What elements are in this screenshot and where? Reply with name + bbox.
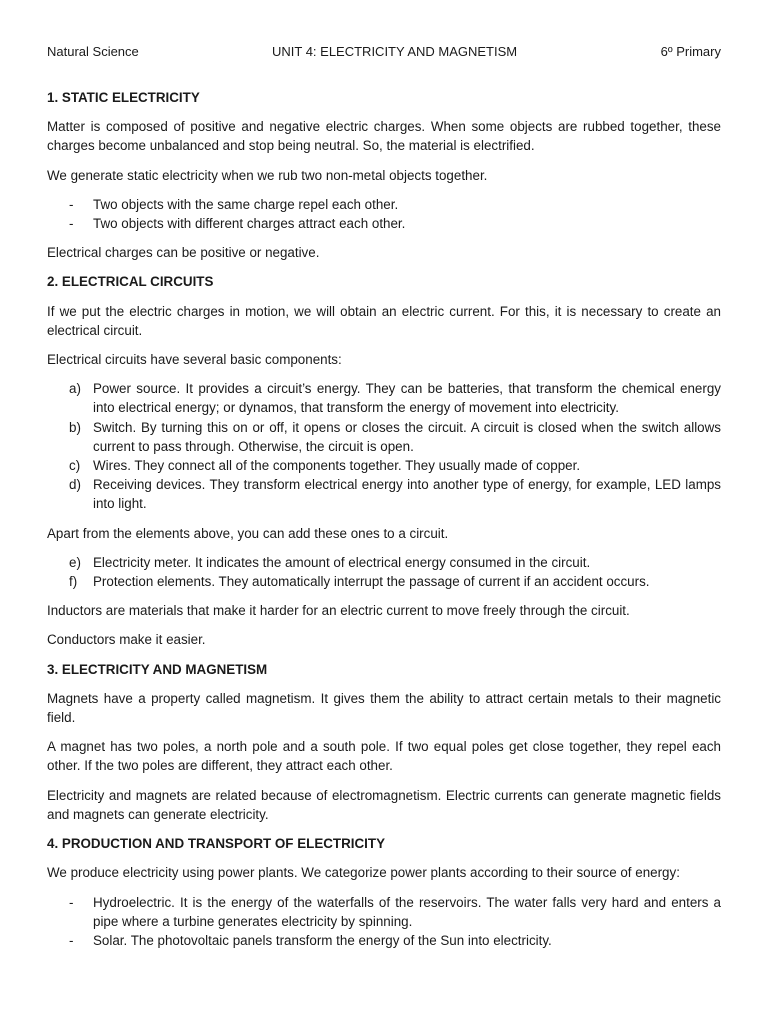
header-subject: Natural Science bbox=[47, 44, 139, 59]
bullet-list bbox=[47, 195, 721, 233]
list-marker: e) bbox=[69, 554, 81, 570]
list-item bbox=[47, 893, 721, 931]
section-heading: 4. PRODUCTION AND TRANSPORT OF ELECTRICITY bbox=[47, 836, 385, 852]
lettered-list bbox=[47, 553, 721, 591]
paragraph: Magnets have a property called magnetism. It gives them the ability to attract certain metals to their magnetic field. bbox=[47, 690, 721, 726]
list-marker: d) bbox=[69, 477, 81, 493]
list-marker: f) bbox=[69, 574, 78, 590]
bullet-marker: - bbox=[69, 196, 74, 212]
paragraph: Matter is composed of positive and negative electric charges. When some objects are rubbed together, these charges become unbalanced and stop being neutral. So, the material is electrified. bbox=[47, 119, 721, 154]
paragraph: We produce electricity using power plants. We categorize power plants according to their source of energy: bbox=[47, 865, 680, 881]
lettered-list bbox=[47, 379, 721, 513]
list-item bbox=[47, 379, 721, 417]
paragraph: Electrical circuits have several basic components: bbox=[47, 352, 342, 368]
list-item bbox=[47, 553, 721, 572]
paragraph: We generate static electricity when we rub two non-metal objects together. bbox=[47, 167, 488, 183]
section-heading: 2. ELECTRICAL CIRCUITS bbox=[47, 274, 214, 290]
list-item bbox=[47, 572, 721, 591]
list-item-text: Electricity meter. It indicates the amount of electrical energy consumed in the circuit. bbox=[93, 554, 591, 570]
paragraph: Electricity and magnets are related because of electromagnetism. Electric currents can generate magnetic fields and magnets can generate electricity. bbox=[47, 787, 721, 822]
list-item-text: Wires. They connect all of the components together. They usually made of copper. bbox=[93, 458, 581, 474]
paragraph: Electrical charges can be positive or negative. bbox=[47, 245, 320, 261]
paragraph: Conductors make it easier. bbox=[47, 632, 206, 648]
paragraph: Inductors are materials that make it harder for an electric current to move freely through the circuit. bbox=[47, 603, 630, 619]
paragraph: Apart from the elements above, you can add these ones to a circuit. bbox=[47, 525, 449, 541]
list-marker: b) bbox=[69, 419, 81, 435]
list-marker: c) bbox=[69, 458, 81, 474]
bullet-marker: - bbox=[69, 894, 74, 910]
section-heading: 3. ELECTRICITY AND MAGNETISM bbox=[47, 661, 268, 677]
list-item-text: Two objects with the same charge repel each other. bbox=[93, 196, 399, 212]
list-item bbox=[47, 214, 721, 233]
list-item-text: Protection elements. They automatically interrupt the passage of current if an accident occurs. bbox=[93, 574, 650, 590]
list-item-text: Receiving devices. They transform electrical energy into another type of energy, for example, LED lamps into light. bbox=[93, 477, 721, 512]
section-heading: 1. STATIC ELECTRICITY bbox=[47, 90, 200, 105]
list-item bbox=[47, 418, 721, 456]
bullet-marker: - bbox=[69, 932, 74, 948]
list-marker: a) bbox=[69, 381, 81, 397]
paragraph: If we put the electric charges in motion, we will obtain an electric current. For this, it is necessary to create an electrical circuit. bbox=[47, 303, 721, 338]
header-unit-title: UNIT 4: ELECTRICITY AND MAGNETISM bbox=[272, 44, 518, 59]
page-header bbox=[47, 42, 721, 60]
list-item-text: Hydroelectric. It is the energy of the waterfalls of the reservoirs. The water falls very hard and enters a pipe where a turbine generates electricity by spinning. bbox=[93, 894, 721, 929]
list-item-text: Two objects with different charges attract each other. bbox=[93, 216, 406, 232]
list-item bbox=[47, 475, 721, 513]
list-item-text: Switch. By turning this on or off, it opens or closes the circuit. A circuit is closed when the switch allows current to pass through. Otherwise, the circuit is open. bbox=[93, 419, 721, 454]
bullet-list bbox=[47, 893, 721, 951]
list-item-text: Solar. The photovoltaic panels transform the energy of the Sun into electricity. bbox=[93, 932, 552, 948]
list-item-text: Power source. It provides a circuit’s energy. They can be batteries, that transform the chemical energy into electrical energy; or dynamos, that transform the energy of movement into electricity. bbox=[93, 381, 721, 416]
list-item bbox=[47, 456, 721, 475]
document-body bbox=[47, 88, 721, 960]
paragraph: A magnet has two poles, a north pole and a south pole. If two equal poles get close together, they repel each other. If the two poles are different, they attract each other. bbox=[47, 739, 721, 774]
list-item bbox=[47, 931, 721, 950]
header-grade: 6º Primary bbox=[660, 44, 721, 59]
bullet-marker: - bbox=[69, 216, 74, 232]
list-item bbox=[47, 195, 721, 214]
